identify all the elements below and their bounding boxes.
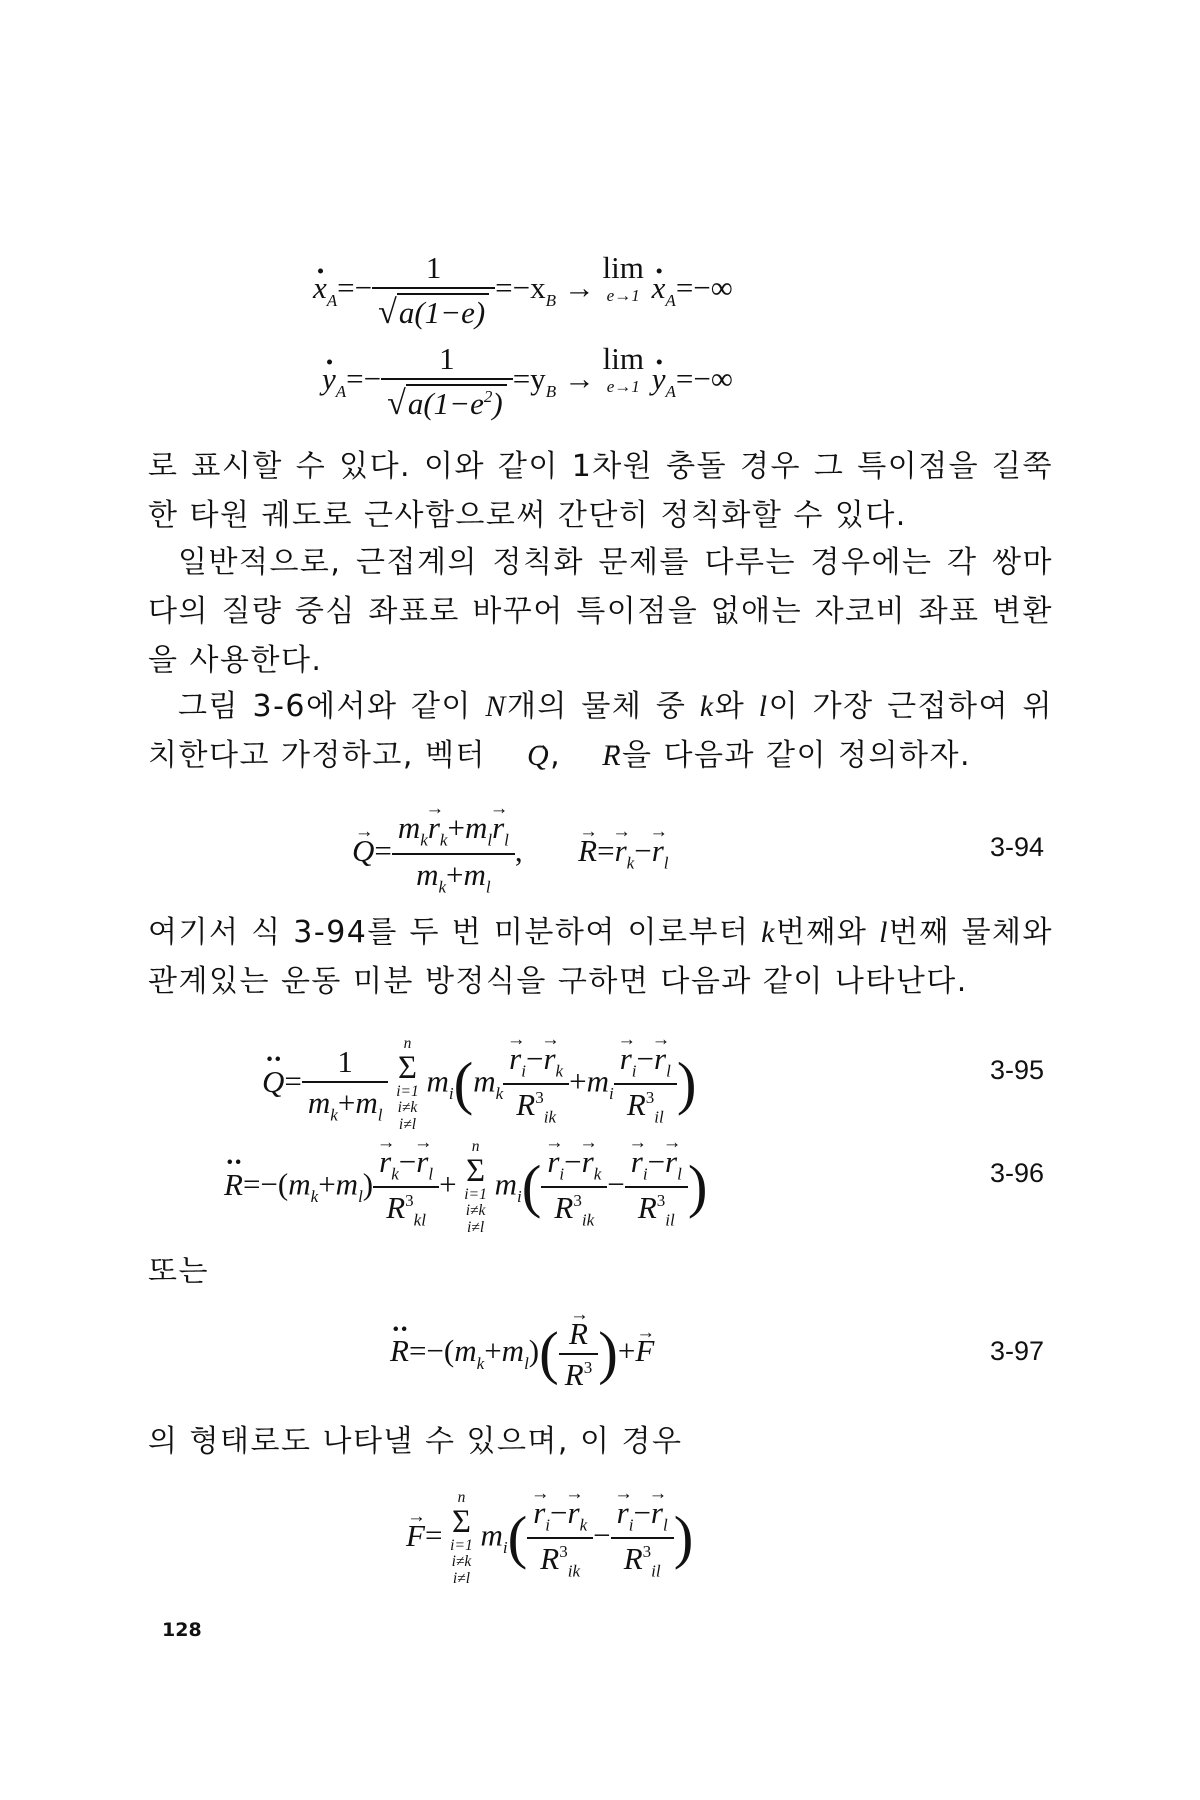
paragraph-5: 또는 <box>148 1254 209 1289</box>
equation-3-96: ·· $R=-(m_k+m_l)$ → $\frac{r_k-\to r_l}{R^3_{kl}}$ + n Σ i=1 i≠k i≠l $m_i$( → $\frac{r_i-\to r_k}{R^3_{ik}}$ − → $\frac{r_i-\to r_l}{R^3_{il}}$ ) <box>224 1139 707 1236</box>
equation-number-3-97: 3-97 <box>990 1336 1045 1366</box>
equation-number-3-95: 3-95 <box>990 1055 1045 1085</box>
paragraph-1: 로 표시할 수 있다. 이와 같이 1차원 충돌 경우 그 특이점을 길쭉한 타원 궤도로 근사함으로써 간단히 정칙화할 수 있다. <box>148 449 1053 533</box>
equation-3-97: ·· $R=-(m_k+m_l)$( → $\frac{R}{R^3}$ )+→ F <box>390 1318 654 1390</box>
equation-ya: · $y_A=-$ $\frac{1}{√a(1-e^2)}$ $=y_B \to \lim$ e→1 · $y_A=-\infty$ <box>322 343 733 421</box>
equation-xa: · $x_A=-$ $\frac{1}{√a(1-e)}$ $=-x_B \to \lim$ e→1 · $x_A=-\infty$ <box>313 252 733 330</box>
equation-number-3-96: 3-96 <box>990 1158 1045 1188</box>
equation-number-3-94: 3-94 <box>990 832 1045 862</box>
paragraph-4: 여기서 식 3-94를 두 번 미분하여 이로부터 k번째와 l번째 물체와 관계있는 운동 미분 방정식을 구하면 다음과 같이 나타난다. <box>148 915 1054 999</box>
paragraph-6: 의 형태로도 나타낼 수 있으며, 이 경우 <box>148 1424 683 1459</box>
equation-3-94: → Q= $\frac{m_k\to r_k+m_l\to r_l}{m_k+m_l}$ , → $R=\to r_k-\to r_l$ <box>352 812 669 895</box>
page-number: 128 <box>162 1619 202 1641</box>
paragraph-2: 일반적으로, 근접계의 정칙화 문제를 다루는 경우에는 각 쌍마다의 질량 중심 좌표로 바꾸어 특이점을 없애는 자코비 좌표 변환을 사용한다. <box>148 545 1053 678</box>
equation-3-95: ·· Q= $\frac{1}{m_k+m_l}$ n Σ i=1 i≠k i≠l $m_i(m_k$ → $\frac{r_i-\to r_k}{R^3_{ik}}$ $+m_i$ → $\frac{r_i-\to r_l}{R^3_{il}}$ ) <box>262 1036 696 1133</box>
paragraph-3: 그림 3-6에서와 같이 N개의 물체 중 k와 l이 가장 근접하여 위치한다고 가정하고, 벡터 → Q, → R을 다음과 같이 정의하자. <box>148 682 1053 780</box>
equation-F: → F= n Σ i=1 i≠k i≠l $m_i$( → $\frac{r_i-\to r_k}{R^3_{ik}}$ − → $\frac{r_i-\to r_l}{R^3_{il}}$ ) <box>406 1490 693 1587</box>
